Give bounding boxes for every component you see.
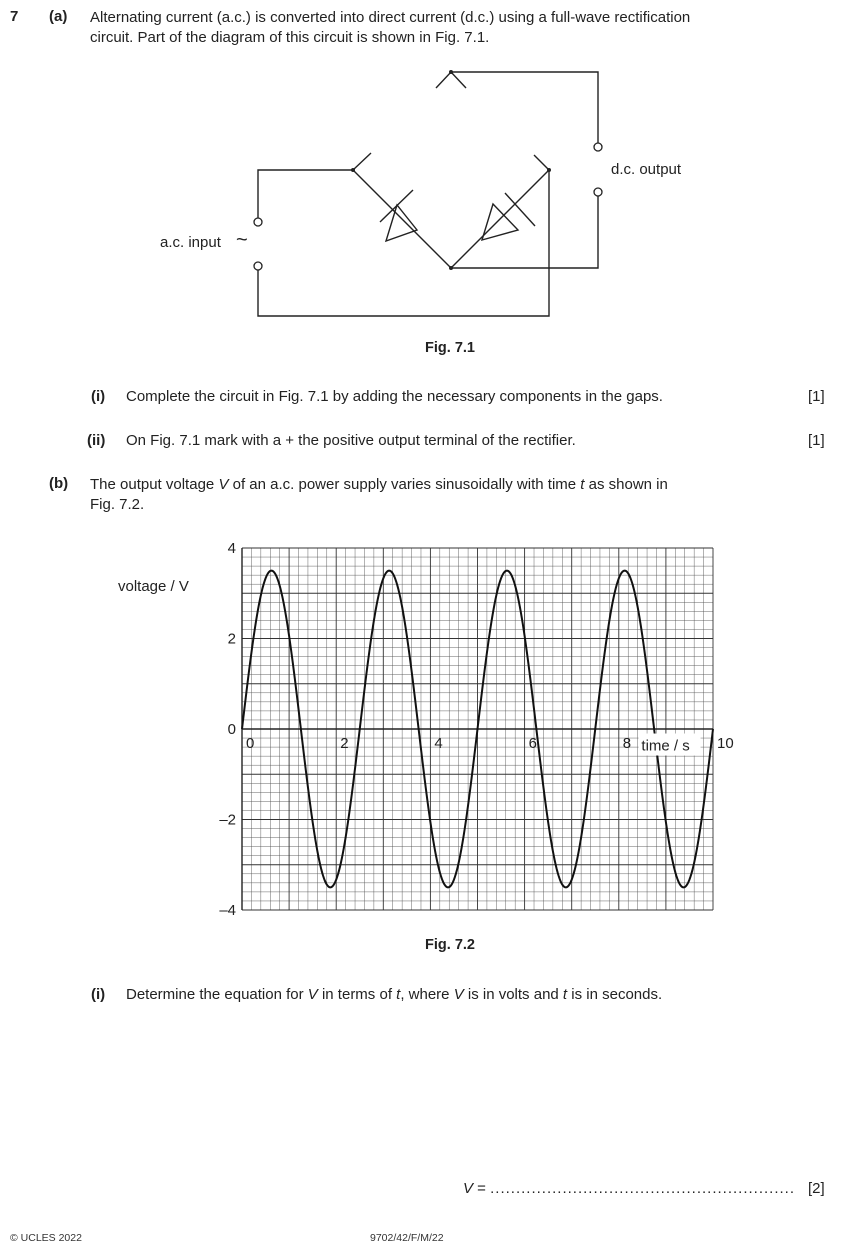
y-tick-label: 2 [227,630,236,648]
sub-b-i-t4: is in volts and [463,986,563,1003]
x-tick-label: 2 [340,735,349,752]
part-a-label: (a) [49,8,68,25]
sub-b-i-v4: t [562,986,568,1003]
ac-input-label: a.c. input [160,234,221,251]
part-b-text-pre: The output voltage [90,476,219,493]
ac-terminal-bottom [254,262,262,270]
figure1-caption: Fig. 7.1 [425,340,475,356]
part-b-text-mid: of an a.c. power supply varies sinusoidally with time [228,476,581,493]
part-b-text-line2: Fig. 7.2. [90,496,145,513]
x-tick-label: 0 [246,735,255,752]
x-tick-label: 4 [434,735,443,752]
y-tick-labels [219,540,236,919]
top-wire [451,72,598,143]
answer-dots: ........................................................... [490,1180,796,1197]
left-input-wire-bottom [258,170,549,316]
left-input-wire-top [258,170,353,218]
var-t: t [580,476,585,493]
sub-a-i-label: (i) [91,388,106,405]
sub-b-i-t3: , where [400,986,454,1003]
x-tick-label: 6 [528,735,537,752]
voltage-time-graph [0,530,852,930]
sub-b-i-v2: t [396,986,401,1003]
footer-copyright: © UCLES 2022 [10,1232,82,1244]
answer-equals: = [473,1180,491,1197]
sub-b-i-t2: in terms of [317,986,397,1003]
part-b-label: (b) [49,475,69,492]
sub-a-ii-label: (ii) [87,432,106,449]
top-left-stub [436,72,466,88]
answer-mark: [2] [808,1180,825,1197]
question-number: 7 [10,8,19,25]
footer-code: 9702/42/F/M/22 [370,1232,444,1244]
sub-b-i-v3: V [453,986,464,1003]
dc-terminal-top [594,143,602,151]
x-tick-label: 8 [622,735,632,752]
part-b-text-line1 [90,475,835,495]
left-diode-triangle [386,205,417,241]
sub-a-ii-text: On Fig. 7.1 mark with a + the positive output terminal of the rectifier. [126,432,576,449]
sub-a-i-mark: [1] [808,388,825,405]
part-b-text-post: as shown in [584,476,668,493]
right-diode-arm [451,170,549,268]
x-tick-label: 10 [717,735,734,752]
part-a-text-line2: circuit. Part of the diagram of this circuit is shown in Fig. 7.1. [90,29,490,46]
left-gap-stub [353,153,371,170]
sub-a-ii-mark: [1] [808,432,825,449]
node-upper-left [351,168,355,172]
bottom-output-wire [451,196,598,268]
left-diode-bar [380,190,413,222]
figure2-caption: Fig. 7.2 [425,937,475,953]
y-axis-label: voltage / V [118,577,189,595]
sub-b-i-text [126,986,662,1003]
left-diode-arm [353,170,451,268]
var-V: V [218,476,229,493]
sub-b-i-t5: is in seconds. [567,986,663,1003]
ac-symbol: ~ [236,229,248,251]
node-bottom [449,266,453,270]
sub-b-i-label: (i) [91,986,106,1003]
y-tick-label: 4 [227,540,236,557]
part-b-text [90,475,835,515]
y-tick-label: –2 [219,811,236,829]
ac-terminal-top [254,218,262,226]
node-upper-right [547,168,551,172]
x-axis-label: time / s [641,737,690,755]
part-a-text-line1: Alternating current (a.c.) is converted into direct current (d.c.) using a full-wave rectification [90,9,691,26]
node-top [449,70,453,74]
answer-prefix: V [463,1180,474,1197]
dc-output-label: d.c. output [611,161,682,178]
sub-b-i-t1: Determine the equation for [126,986,308,1003]
right-gap-stub [534,155,549,170]
dc-terminal-bottom [594,188,602,196]
right-diode-triangle [482,204,518,240]
y-tick-label: 0 [227,721,236,738]
rectifier-circuit-diagram [0,0,852,330]
sub-b-i-v1: V [307,986,318,1003]
sub-a-i-text: Complete the circuit in Fig. 7.1 by adding the necessary components in the gaps. [126,388,663,405]
y-tick-label: –4 [219,902,236,919]
answer-line[interactable] [463,1180,795,1197]
